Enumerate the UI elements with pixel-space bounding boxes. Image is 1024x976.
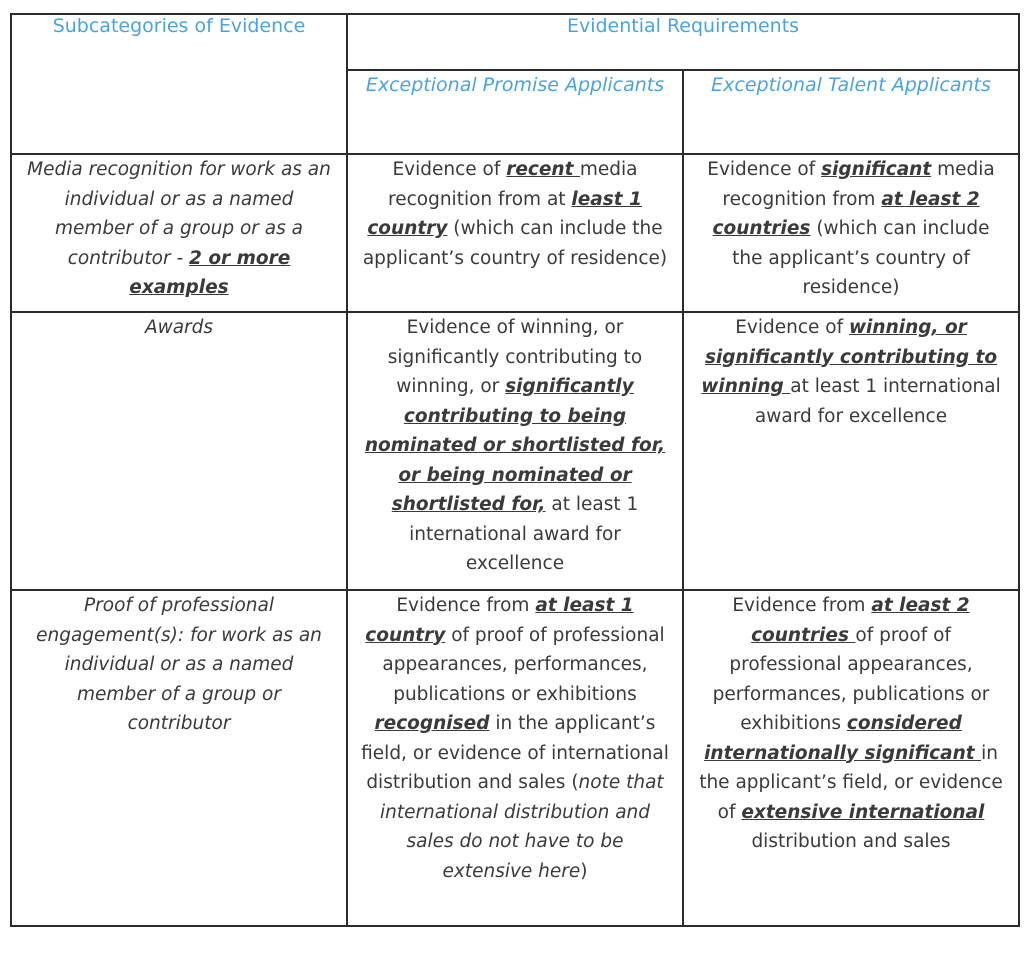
emphasis: winning, or significantly contributing to winning: [701, 317, 998, 397]
talent-professional-engagement: [683, 590, 1019, 926]
emphasis: extensive international: [741, 801, 985, 823]
emphasis: at least 1 country: [365, 595, 634, 646]
emphasis: significant: [821, 159, 932, 180]
text: Evidence of: [392, 159, 507, 180]
text: at least 1 international award for excellence: [754, 376, 1001, 427]
emphasis: at least 2 countries: [712, 188, 980, 239]
text: media recognition from at: [388, 159, 638, 210]
text: ): [580, 860, 588, 882]
text: Evidence of winning, or significantly contributing to winning, or: [387, 317, 643, 397]
text: (which can include the applicant’s country of residence): [362, 218, 668, 269]
subcategory-emphasis: 2 or more examples: [129, 247, 291, 298]
table-row-media-recognition: [11, 154, 1019, 312]
header-evidential-requirements: Evidential Requirements: [347, 14, 1019, 70]
subcategory-professional-engagement: Proof of professional engagement(s): for work as an individual or as a named member of a group or contributor: [11, 590, 347, 926]
header-exceptional-promise: Exceptional Promise Applicants: [347, 70, 683, 154]
text: distribution and sales: [751, 831, 951, 852]
subcategory-text: Media recognition for work as an individual or as a named member of a group or as a contributor -: [27, 159, 331, 269]
emphasis: recent: [506, 159, 580, 180]
emphasis: at least 2 countries: [751, 595, 970, 646]
promise-media-recognition: [347, 154, 683, 312]
text: of proof of professional appearances, performances, publications or exhibitions: [712, 624, 990, 734]
talent-awards: [683, 312, 1019, 590]
evidence-requirements-table: [10, 13, 1020, 927]
header-subcategories: Subcategories of Evidence: [11, 14, 347, 154]
italic-note: note that international distribution and sales do not have to be extensive here: [379, 772, 664, 882]
table-row-awards: [11, 312, 1019, 590]
text: in the applicant’s field, or evidence of: [699, 742, 1003, 823]
emphasis: least 1 country: [367, 188, 642, 239]
text: media recognition from: [722, 159, 995, 210]
emphasis: recognised: [374, 713, 490, 734]
text: of proof of professional appearances, performances, publications or exhibitions: [382, 624, 665, 705]
text: Evidence from: [396, 595, 536, 616]
text: Evidence of: [707, 159, 822, 180]
header-exceptional-talent: Exceptional Talent Applicants: [683, 70, 1019, 154]
text: (which can include the applicant’s country of residence): [732, 218, 990, 298]
emphasis: significantly contributing to being nominated or shortlisted for, or being nominated or shortlisted for,: [364, 376, 666, 515]
promise-awards: [347, 312, 683, 590]
table-row-professional-engagement: [11, 590, 1019, 926]
text: at least 1 international award for excellence: [409, 494, 639, 574]
talent-media-recognition: [683, 154, 1019, 312]
subcategory-awards: Awards: [11, 312, 347, 590]
promise-professional-engagement: [347, 590, 683, 926]
text: Evidence of: [735, 317, 849, 338]
emphasis: considered internationally significant: [704, 713, 982, 764]
text: Evidence from: [732, 595, 872, 616]
subcategory-media-recognition: [11, 154, 347, 312]
text: in the applicant’s field, or evidence of international distribution and sales (: [361, 713, 669, 793]
evidence-requirements-table-frame: [10, 13, 1020, 927]
